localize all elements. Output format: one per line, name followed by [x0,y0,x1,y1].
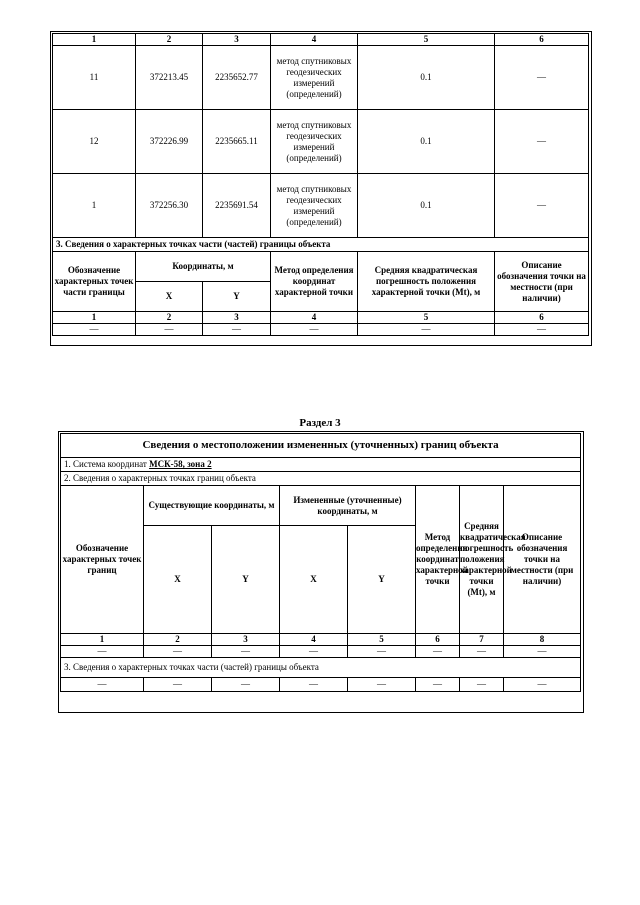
table-row [53,46,589,110]
col-num: 2 [144,634,212,646]
empty-cell: — [416,678,460,692]
empty-cell: — [348,646,416,658]
col-num: 1 [53,34,136,46]
header-y: Y [212,526,280,634]
col-num: 8 [504,634,581,646]
empty-cell: — [61,646,144,658]
coord-x: 372213.45 [136,46,203,110]
header-accuracy: Средняя квадратическая погрешность положения характерной точки (Mt), м [358,252,495,312]
col-num: 6 [495,312,589,324]
col-num: 6 [495,34,589,46]
header-y: Y [203,282,271,312]
points-heading: 2. Сведения о характерных точках границ объекта [61,472,581,486]
empty-cell: — [212,678,280,692]
description: — [495,46,589,110]
method: метод спутниковых геодезических измерений (определений) [271,110,358,174]
column-number-row [61,634,581,646]
header-description: Описание обозначения точки на местности (при наличии) [504,486,581,634]
col-num: 4 [271,312,358,324]
empty-cell: — [504,646,581,658]
col-num: 6 [416,634,460,646]
empty-cell: — [280,678,348,692]
coord-system-value: МСК-58, зона 2 [149,459,212,469]
section-title: Раздел 3 [299,417,341,429]
empty-cell: — [495,324,589,336]
empty-cell: — [504,678,581,692]
header-x: X [144,526,212,634]
col-num: 1 [53,312,136,324]
header-method: Метод определения координат характерной точки [271,252,358,312]
accuracy: 0.1 [358,174,495,238]
point-number: 12 [53,110,136,174]
col-num: 5 [358,34,495,46]
header-designation: Обозначение характерных точек границ [61,486,144,634]
coord-y: 2235665.11 [203,110,271,174]
coord-system-row [61,458,581,472]
col-num: 4 [280,634,348,646]
col-num: 1 [61,634,144,646]
empty-cell: — [416,646,460,658]
header-y: Y [348,526,416,634]
point-number: 1 [53,174,136,238]
empty-cell: — [53,324,136,336]
empty-cell: — [358,324,495,336]
header-changed: Измененные (уточненные) координаты, м [280,486,416,526]
part-boundary-heading: 3. Сведения о характерных точках части (частей) границы объекта [61,658,581,678]
col-num: 7 [460,634,504,646]
header-x: X [136,282,203,312]
col-num: 4 [271,34,358,46]
empty-cell: — [144,678,212,692]
coord-system-label: 1. Система координат [64,459,147,469]
empty-cell: — [144,646,212,658]
header-method: Метод определения координат характерной точки [416,486,460,634]
column-number-row [53,34,589,46]
empty-cell: — [203,324,271,336]
coord-x: 372256.30 [136,174,203,238]
empty-cell: — [212,646,280,658]
header-description: Описание обозначения точки на местности (при наличии) [495,252,589,312]
coord-x: 372226.99 [136,110,203,174]
part-boundary-heading: 3. Сведения о характерных точках части (частей) границы объекта [53,238,589,252]
header-coords: Координаты, м [136,252,271,282]
header-designation: Обозначение характерных точек части границы [53,252,136,312]
table-row [53,324,589,336]
header-x: X [280,526,348,634]
header-accuracy: Средняя квадратическая погрешность положения характерной точки (Mt), м [460,486,504,634]
description: — [495,110,589,174]
empty-cell: — [460,646,504,658]
header-existing: Существующие координаты, м [144,486,280,526]
empty-cell: — [271,324,358,336]
coord-y: 2235652.77 [203,46,271,110]
table-row [61,646,581,658]
table-row [61,678,581,692]
description: — [495,174,589,238]
method: метод спутниковых геодезических измерений (определений) [271,174,358,238]
empty-cell: — [348,678,416,692]
table-changed-boundaries [60,433,581,692]
accuracy: 0.1 [358,46,495,110]
col-num: 5 [358,312,495,324]
table-row [53,174,589,238]
col-num: 2 [136,312,203,324]
coord-y: 2235691.54 [203,174,271,238]
point-number: 11 [53,46,136,110]
table-row [53,110,589,174]
accuracy: 0.1 [358,110,495,174]
col-num: 3 [212,634,280,646]
section-heading: Сведения о местоположении измененных (уточненных) границ объекта [61,434,581,458]
table-boundary-points-continued [52,33,589,336]
method: метод спутниковых геодезических измерений (определений) [271,46,358,110]
empty-cell: — [61,678,144,692]
empty-cell: — [136,324,203,336]
col-num: 3 [203,312,271,324]
empty-cell: — [460,678,504,692]
col-num: 2 [136,34,203,46]
empty-cell: — [280,646,348,658]
column-number-row [53,312,589,324]
col-num: 5 [348,634,416,646]
col-num: 3 [203,34,271,46]
